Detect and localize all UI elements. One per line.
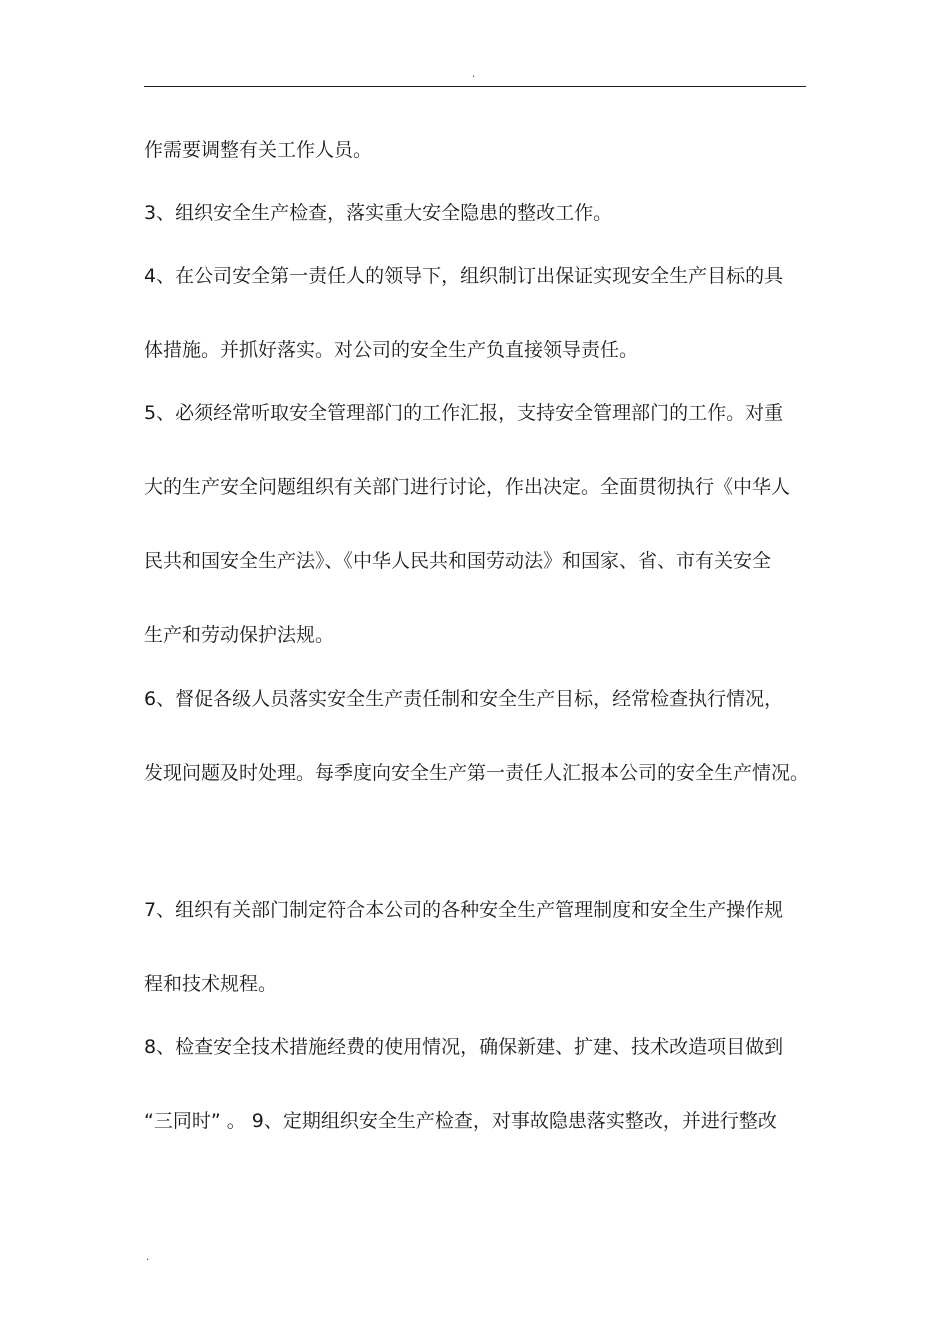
- text-line-11: 7、组织有关部门制定符合本公司的各种安全生产管理制度和安全生产操作规: [144, 899, 784, 921]
- text-line-6: 大的生产安全问题组织有关部门进行讨论，作出决定。全面贯彻执行《中华人: [144, 476, 791, 498]
- header-rule: [144, 86, 806, 87]
- text-line-13: 8、检查安全技术措施经费的使用情况，确保新建、扩建、技术改造项目做到: [144, 1036, 784, 1058]
- text-line-2: 3、组织安全生产检查，落实重大安全隐患的整改工作。: [144, 202, 613, 224]
- text-line-12: 程和技术规程。: [144, 973, 278, 995]
- text-line-7: 民共和国安全生产法》、《中华人民共和国劳动法》和国家、省、市有关安全: [144, 550, 772, 572]
- text-line-4: 体措施。并抓好落实。对公司的安全生产负直接领导责任。: [144, 339, 639, 361]
- footer-mark: .: [146, 1252, 150, 1263]
- text-line-3: 4、在公司安全第一责任人的领导下，组织制订出保证实现安全生产目标的具: [144, 265, 784, 287]
- text-line-9: 6、督促各级人员落实安全生产责任制和安全生产目标，经常检查执行情况，: [144, 688, 784, 710]
- text-line-10: 发现问题及时处理。每季度向安全生产第一责任人汇报本公司的安全生产情况。: [144, 762, 810, 784]
- text-line-14: “三同时” 。 9、定期组织安全生产检查，对事故隐患落实整改，并进行整改: [144, 1110, 777, 1132]
- text-line-5: 5、必须经常听取安全管理部门的工作汇报，支持安全管理部门的工作。对重: [144, 402, 784, 424]
- text-line-1: 作需要调整有关工作人员。: [144, 139, 373, 161]
- text-line-8: 生产和劳动保护法规。: [144, 624, 335, 646]
- header-mark: .: [472, 69, 476, 80]
